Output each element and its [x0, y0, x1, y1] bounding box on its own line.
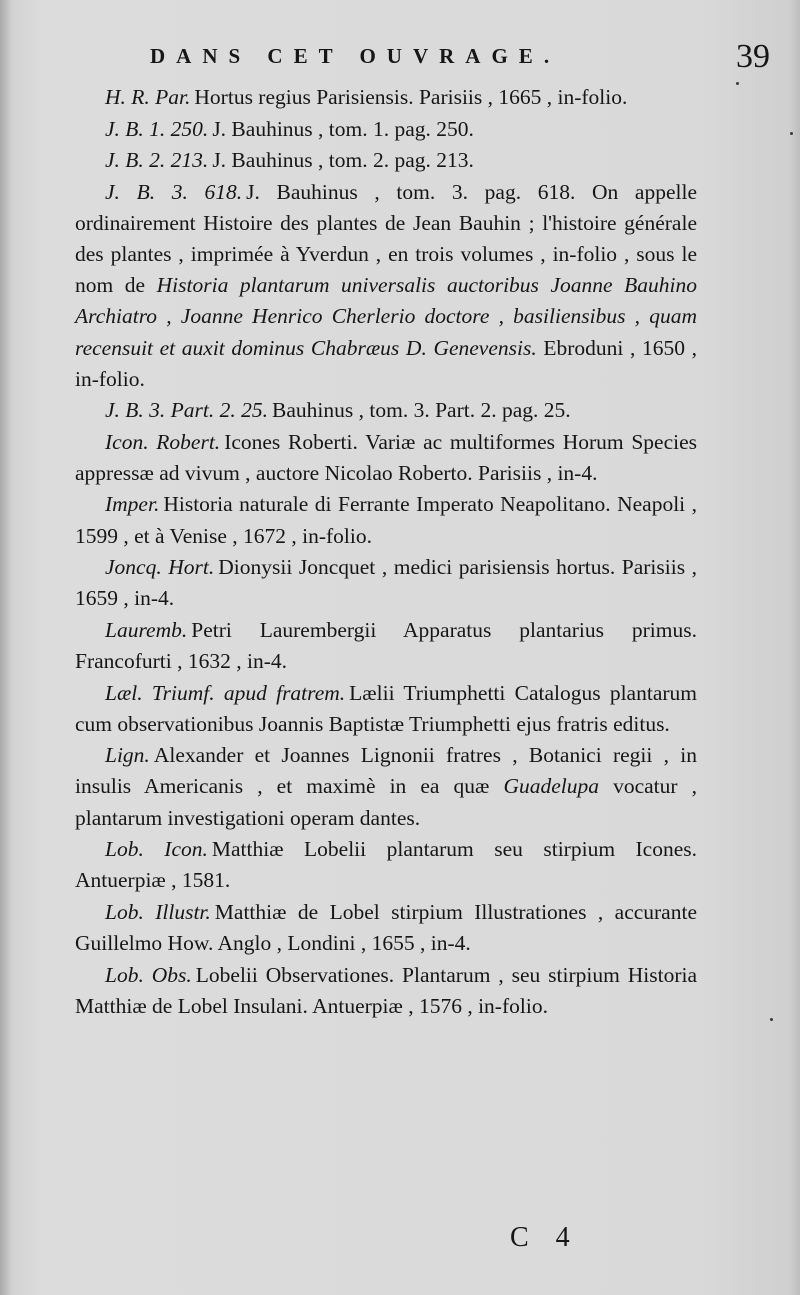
- entry-abbreviation: Lauremb.: [105, 617, 188, 642]
- entry-text: J. Bauhinus , tom. 3. pag. 618. On appelle ordinairement Histoire des plantes de Jean Bauhin ; l'histoire générale des plantes , imprimée à Yverdun , en trois volumes , in-folio , sous le nom de: [75, 179, 697, 298]
- entry-abbreviation: Lob. Illustr.: [105, 899, 211, 924]
- entry-bauhinus-part: [75, 395, 697, 426]
- entry-lobel-illustr: [75, 897, 697, 959]
- page-number: 39: [736, 38, 770, 75]
- entry-text: Matthiæ de Lobel stirpium Illustrationes , accurante Guillelmo How. Anglo , Londini , 1655 , in-4.: [75, 899, 697, 956]
- entry-text: J. Bauhinus , tom. 2. pag. 213.: [212, 148, 474, 172]
- entry-abbreviation: J. B. 1. 250.: [105, 116, 209, 141]
- entry-bauhinus-1: [75, 114, 697, 145]
- entry-abbreviation: J. B. 3. Part. 2. 25.: [105, 398, 269, 423]
- entry-laurembergii: [75, 615, 697, 677]
- entry-text: Lobelii Observationes. Plantarum , seu stirpium Historia Matthiæ de Lobel Insulani. Antuerpiæ , 1576 , in-folio.: [75, 962, 697, 1018]
- entry-abbreviation: Lob. Icon.: [105, 837, 208, 862]
- entry-text: Petri Laurembergii Apparatus plantarius primus. Francofurti , 1632 , in-4.: [75, 617, 697, 674]
- entry-abbreviation: Læl. Triumf. apud fratrem.: [105, 680, 346, 705]
- entry-text: J. Bauhinus , tom. 1. pag. 250.: [212, 116, 474, 141]
- entry-hortus-regius: [75, 82, 697, 113]
- entry-abbreviation: Joncq. Hort.: [105, 555, 215, 580]
- text-block: [75, 82, 697, 1022]
- entry-lobel-obs: [75, 960, 697, 1022]
- entry-imperato: [75, 489, 697, 551]
- paper-speck: [736, 82, 739, 85]
- entry-text: Hortus regius Parisiensis. Parisiis , 1665 , in-folio.: [194, 85, 628, 109]
- entry-text-tail: vocatur , plantarum investigationi operam dantes.: [75, 774, 698, 830]
- entry-triumphetti: [75, 678, 697, 740]
- entry-abbreviation: Imper.: [105, 492, 160, 517]
- paper-speck: [790, 132, 793, 135]
- entry-bauhinus-2: [75, 145, 697, 176]
- signature-mark: C 4: [510, 1222, 580, 1253]
- entry-text: Bauhinus , tom. 3. Part. 2. pag. 25.: [272, 398, 571, 423]
- entry-lobel-icon: [75, 834, 697, 896]
- running-head: [150, 38, 770, 88]
- entry-joncquet: [75, 552, 697, 614]
- entry-abbreviation: Lob. Obs.: [105, 962, 192, 987]
- entry-abbreviation: Lign.: [105, 743, 150, 768]
- entry-text: Icones Roberti. Variæ ac multiformes Horum Species appressæ ad vivum , auctore Nicolao Roberto. Parisiis , in-4.: [75, 429, 698, 485]
- entry-text: Dionysii Joncquet , medici parisiensis hortus. Parisiis , 1659 , in-4.: [75, 555, 698, 611]
- entry-abbreviation: J. B. 2. 213.: [105, 148, 209, 172]
- entry-text: Alexander et Joannes Lignonii fratres , Botanici regii , in insulis Americanis , et maximè in ea quæ: [75, 743, 697, 799]
- entry-italic-place: Guadelupa: [503, 774, 600, 799]
- entry-bauhinus-3: [75, 177, 697, 395]
- entry-text: Historia naturale di Ferrante Imperato Neapolitano. Neapoli , 1599 , et à Venise , 1672 , in-folio.: [75, 492, 697, 548]
- entry-abbreviation: H. R. Par.: [105, 85, 191, 109]
- running-head-title: DANS CET OUVRAGE.: [150, 44, 561, 68]
- entry-icones-roberti: [75, 427, 697, 489]
- entry-abbreviation: J. B. 3. 618.: [105, 179, 243, 204]
- entry-italic-title: Historia plantarum universalis auctoribus Joanne Bauhino Archiatro , Joanne Henrico Cherlerio doctore , basiliensibus , quam recensuit et auxit dominus Chabræus D. Genevensis.: [75, 273, 697, 360]
- paper-speck: [770, 1018, 773, 1021]
- entry-lignonii: [75, 740, 697, 834]
- entry-text: Lælii Triumphetti Catalogus plantarum cum observationibus Joannis Baptistæ Triumphetti ejus fratris editus.: [75, 680, 697, 736]
- entry-text-tail: Ebroduni , 1650 , in-folio.: [75, 335, 697, 391]
- entry-text: Matthiæ Lobelii plantarum seu stirpium Icones. Antuerpiæ , 1581.: [75, 837, 697, 893]
- entry-abbreviation: Icon. Robert.: [105, 429, 221, 454]
